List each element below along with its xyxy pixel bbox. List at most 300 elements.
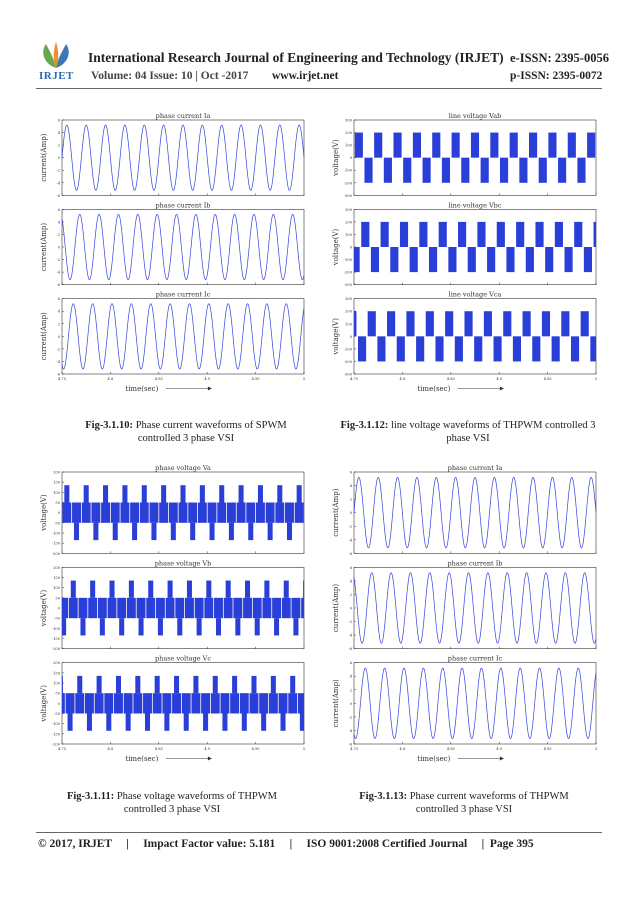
pwm-band xyxy=(384,158,392,183)
pwm-band xyxy=(162,693,171,713)
pwm-band xyxy=(285,503,294,523)
pwm-band xyxy=(130,503,139,523)
pwm-band xyxy=(355,133,363,158)
x-tick-label: 4.8 xyxy=(399,747,406,751)
pwm-band xyxy=(548,133,556,158)
pwm-band xyxy=(133,693,142,713)
pwm-band xyxy=(291,598,300,618)
y-tick-label: -200 xyxy=(343,181,352,186)
pwm-band xyxy=(135,676,140,693)
pwm-band xyxy=(230,693,239,713)
y-tick-label: 0 xyxy=(57,511,60,516)
pwm-band xyxy=(229,523,234,540)
pwm-band xyxy=(213,676,218,693)
website: www.irjet.net xyxy=(272,70,339,82)
y-tick-label: -6 xyxy=(348,551,352,556)
pwm-band xyxy=(66,693,75,713)
pwm-band xyxy=(62,676,63,693)
pwm-band xyxy=(90,581,95,598)
y-tick-label: 100 xyxy=(345,232,352,237)
pwm-band xyxy=(481,158,489,183)
x-tick-label: 4.95 xyxy=(251,747,260,751)
pwm-band xyxy=(293,618,298,635)
y-tick-label: -300 xyxy=(343,193,352,198)
pwm-band xyxy=(248,523,253,540)
pwm-band xyxy=(91,503,100,523)
y-tick-label: -4 xyxy=(348,728,352,733)
y-tick-label: 2 xyxy=(57,232,60,237)
pwm-band xyxy=(274,618,279,635)
pissn: p-ISSN: 2395-0072 xyxy=(510,70,603,82)
pwm-band xyxy=(106,714,111,731)
y-tick-label: 6 xyxy=(57,207,60,212)
pwm-band xyxy=(132,523,137,540)
pwm-band xyxy=(79,598,88,618)
y-tick-label: -6 xyxy=(348,647,352,652)
pwm-band xyxy=(120,503,129,523)
pwm-band xyxy=(114,693,123,713)
irjet-logo xyxy=(36,40,76,74)
pwm-band xyxy=(246,503,255,523)
pwm-band xyxy=(565,247,573,272)
pwm-band xyxy=(197,618,202,635)
pwm-band xyxy=(253,598,262,618)
x-axis-arrowhead xyxy=(500,757,504,761)
pwm-band xyxy=(529,133,537,158)
x-tick-label: 4.9 xyxy=(204,747,211,751)
y-tick-label: 4 xyxy=(349,484,352,489)
pwm-band xyxy=(62,598,68,618)
pwm-band xyxy=(172,693,181,713)
subplot-title: phase current Ia xyxy=(155,112,211,120)
pwm-band xyxy=(200,485,205,502)
pwm-band xyxy=(400,222,408,247)
plot-frame xyxy=(354,567,596,648)
pwm-band xyxy=(377,336,385,361)
subplot-title: phase current Ib xyxy=(155,201,211,210)
x-tick-label: 4.85 xyxy=(446,377,455,381)
pwm-band xyxy=(179,503,188,523)
pwm-band xyxy=(97,676,102,693)
y-axis-label: voltage(V) xyxy=(332,228,340,266)
y-tick-label: -50 xyxy=(54,521,60,526)
pwm-band xyxy=(104,693,113,713)
pwm-band xyxy=(216,618,221,635)
pwm-band xyxy=(220,693,229,713)
y-tick-label: 100 xyxy=(53,490,60,495)
pwm-band xyxy=(423,158,431,183)
pwm-band xyxy=(75,693,84,713)
pwm-band xyxy=(116,676,121,693)
pwm-band xyxy=(185,598,194,618)
pwm-band xyxy=(448,247,456,272)
pwm-band xyxy=(279,693,288,713)
pwm-band xyxy=(435,336,443,361)
caption-label: Fig-3.1.11: xyxy=(66,791,115,802)
pwm-band xyxy=(503,311,511,336)
y-tick-label: 2 xyxy=(349,497,352,502)
pwm-band xyxy=(82,503,91,523)
journal-title: International Research Journal of Engineering and Technology (IRJET) xyxy=(88,50,504,65)
y-tick-label: 50 xyxy=(55,691,60,696)
y-tick-label: 0 xyxy=(57,156,60,161)
y-tick-label: 0 xyxy=(57,606,60,611)
subplot xyxy=(348,464,596,556)
y-tick-label: 0 xyxy=(349,701,352,706)
pwm-band xyxy=(69,598,78,618)
figure-3-1-10 xyxy=(36,106,312,406)
y-tick-label: 2 xyxy=(349,688,352,693)
x-tick-label: 4.8 xyxy=(107,747,114,751)
y-axis-label: current(Amp) xyxy=(332,583,340,633)
pwm-band xyxy=(188,503,197,523)
y-tick-label: -200 xyxy=(51,742,60,747)
pwm-band xyxy=(142,485,147,502)
subplot xyxy=(344,201,596,287)
pwm-band xyxy=(374,133,382,158)
y-axis-label: current(Amp) xyxy=(40,312,48,361)
pwm-band xyxy=(532,336,540,361)
pwm-band xyxy=(159,503,168,523)
pwm-band xyxy=(452,133,460,158)
pwm-band xyxy=(371,247,379,272)
y-tick-label: -4 xyxy=(56,181,60,186)
pwm-band xyxy=(169,503,178,523)
pwm-band xyxy=(140,503,149,523)
y-tick-label: -2 xyxy=(348,524,352,529)
pwm-band xyxy=(98,598,107,618)
y-tick-label: -100 xyxy=(343,347,352,352)
y-tick-label: -6 xyxy=(56,283,60,288)
y-tick-label: -6 xyxy=(56,193,60,198)
y-tick-label: -4 xyxy=(348,633,352,638)
pwm-band xyxy=(416,336,424,361)
y-tick-label: 50 xyxy=(55,596,60,601)
subplot-title: phase voltage Va xyxy=(155,464,211,472)
y-tick-label: 150 xyxy=(53,480,60,485)
pwm-band xyxy=(74,523,79,540)
subplot-title: phase voltage Vc xyxy=(154,654,212,663)
pwm-band xyxy=(87,714,92,731)
figure-3-1-12 xyxy=(328,106,604,406)
subplot xyxy=(52,655,306,751)
pwm-band xyxy=(237,503,246,523)
pwm-band xyxy=(206,581,211,598)
y-tick-label: 0 xyxy=(349,245,352,250)
subplot-title: line voltage Vab xyxy=(448,112,502,120)
pwm-band xyxy=(255,618,260,635)
y-tick-label: 2 xyxy=(57,143,60,148)
pwm-band xyxy=(139,618,144,635)
pwm-band xyxy=(108,598,117,618)
pwm-band xyxy=(364,158,372,183)
pwm-band xyxy=(250,693,259,713)
pwm-band xyxy=(519,158,527,183)
pwm-band xyxy=(361,222,369,247)
pwm-band xyxy=(208,503,217,523)
pwm-band xyxy=(201,693,210,713)
pwm-band xyxy=(406,311,414,336)
pwm-band xyxy=(393,133,401,158)
y-tick-label: 4 xyxy=(57,220,60,225)
x-axis-arrowhead xyxy=(208,757,212,761)
pwm-band xyxy=(174,676,179,693)
volume-issue: Volume: 04 Issue: 10 | Oct -2017 xyxy=(91,70,249,82)
pwm-band xyxy=(497,222,505,247)
pwm-band xyxy=(558,158,566,183)
pwm-band xyxy=(137,598,146,618)
x-tick-label: 5 xyxy=(302,747,306,751)
pwm-band xyxy=(262,598,271,618)
pwm-band xyxy=(143,693,152,713)
pwm-band xyxy=(477,222,485,247)
x-tick-label: 5 xyxy=(594,747,598,751)
pwm-band xyxy=(210,523,215,540)
x-tick-label: 4.75 xyxy=(349,377,359,381)
pwm-band xyxy=(490,133,498,158)
plot-frame xyxy=(354,472,596,553)
plot-frame xyxy=(62,120,304,195)
pwm-band xyxy=(368,311,376,336)
y-tick-label: -200 xyxy=(343,270,352,275)
pwm-band xyxy=(148,581,153,598)
y-tick-label: 200 xyxy=(53,565,60,570)
y-tick-label: -50 xyxy=(54,616,60,621)
footer-iso: ISO 9001:2008 Certified Journal xyxy=(306,838,468,850)
pwm-band xyxy=(513,336,521,361)
chart-svg xyxy=(328,106,604,406)
subplot-title: line voltage Vbc xyxy=(448,201,502,210)
y-tick-label: -4 xyxy=(56,270,60,275)
pwm-band xyxy=(168,581,173,598)
x-tick-label: 4.9 xyxy=(496,377,503,381)
y-tick-label: -100 xyxy=(51,626,60,631)
y-tick-label: -2 xyxy=(56,168,60,173)
caption-label: Fig-3.1.10: xyxy=(85,420,134,431)
pwm-band xyxy=(271,676,276,693)
chart-svg xyxy=(36,106,312,406)
pwm-band xyxy=(161,485,166,502)
pwm-band xyxy=(390,247,398,272)
eissn: e-ISSN: 2395-0056 xyxy=(510,51,609,65)
subplot xyxy=(344,112,596,198)
x-tick-label: 4.75 xyxy=(57,747,67,751)
x-tick-label: 5 xyxy=(302,377,306,381)
y-tick-label: 6 xyxy=(349,661,352,666)
pwm-band xyxy=(281,714,286,731)
y-tick-label: -100 xyxy=(343,168,352,173)
subplot xyxy=(348,559,596,651)
pwm-band xyxy=(124,693,133,713)
pwm-band xyxy=(190,523,195,540)
pwm-band xyxy=(214,598,223,618)
y-tick-label: 0 xyxy=(57,701,60,706)
caption-fig-3-1-12 xyxy=(336,419,600,445)
pwm-band xyxy=(461,158,469,183)
y-tick-label: 100 xyxy=(345,322,352,327)
pwm-band xyxy=(227,503,236,523)
pwm-band xyxy=(555,222,563,247)
pwm-band xyxy=(500,158,508,183)
pwm-band xyxy=(242,714,247,731)
subplot xyxy=(52,464,304,556)
y-tick-label: 4 xyxy=(57,131,60,136)
y-axis-label: current(Amp) xyxy=(332,488,340,537)
subplot-title: phase voltage Vb xyxy=(154,559,212,568)
pwm-band xyxy=(175,598,184,618)
y-axis-label: voltage(V) xyxy=(332,139,340,176)
chart-svg xyxy=(36,458,312,776)
pwm-band xyxy=(510,133,518,158)
x-axis-label: time(sec) xyxy=(125,385,159,393)
footer-impact: Impact Factor value: 5.181 xyxy=(143,838,276,850)
header-rule xyxy=(36,88,602,89)
pwm-band xyxy=(195,598,204,618)
pwm-band xyxy=(113,523,118,540)
y-tick-label: 6 xyxy=(349,565,352,570)
y-axis-label: voltage(V) xyxy=(40,494,48,531)
y-tick-label: -2 xyxy=(348,715,352,720)
footer: © 2017, IRJET | Impact Factor value: 5.181 | ISO 9001:2008 Certified Journal | Page 395 xyxy=(38,838,534,850)
x-tick-label: 4.75 xyxy=(57,377,67,381)
x-tick-label: 4.8 xyxy=(399,377,406,381)
y-tick-label: -4 xyxy=(56,359,60,364)
subplot-title: phase current Ic xyxy=(155,290,211,299)
pwm-band xyxy=(95,693,104,713)
pwm-band xyxy=(298,693,304,713)
plot-frame xyxy=(354,663,596,744)
pwm-band xyxy=(571,336,579,361)
y-tick-label: 150 xyxy=(53,576,60,580)
pwm-band xyxy=(432,133,440,158)
pwm-band xyxy=(290,676,295,693)
pwm-band xyxy=(568,133,576,158)
pwm-band xyxy=(258,485,263,502)
caption-text: Phase current waveforms of THPWM controlled 3 phase VSI xyxy=(407,791,569,815)
pwm-band xyxy=(266,503,275,523)
x-tick-label: 4.95 xyxy=(251,377,260,381)
pwm-band xyxy=(77,676,82,693)
y-tick-label: 100 xyxy=(53,681,60,686)
y-tick-label: 0 xyxy=(349,511,352,516)
caption-fig-3-1-13 xyxy=(344,790,584,816)
x-tick-label: 4.85 xyxy=(154,747,163,751)
pwm-band xyxy=(584,247,592,272)
pwm-band xyxy=(464,311,472,336)
pwm-band xyxy=(413,133,421,158)
y-tick-label: 200 xyxy=(345,309,352,314)
pwm-band xyxy=(62,503,71,523)
pwm-band xyxy=(256,503,265,523)
figure-3-1-13 xyxy=(328,458,604,776)
pwm-band xyxy=(180,485,185,502)
caption-text: Phase current waveforms of SPWM controlled 3 phase VSI xyxy=(133,420,287,444)
pwm-band xyxy=(184,714,189,731)
footer-copyright: © 2017, IRJET xyxy=(38,838,112,850)
pwm-band xyxy=(117,598,126,618)
pwm-band xyxy=(261,714,266,731)
pwm-band xyxy=(419,222,427,247)
pwm-band xyxy=(85,693,94,713)
x-tick-label: 4.9 xyxy=(496,747,503,751)
pwm-band xyxy=(93,523,98,540)
pwm-band xyxy=(126,714,131,731)
pwm-band xyxy=(397,336,405,361)
pwm-band xyxy=(145,714,150,731)
pwm-band xyxy=(203,714,208,731)
y-tick-label: -150 xyxy=(51,541,60,546)
y-axis-label: current(Amp) xyxy=(40,133,48,182)
pwm-band xyxy=(523,311,531,336)
pwm-band xyxy=(156,598,165,618)
y-tick-label: 200 xyxy=(345,220,352,225)
y-tick-label: -2 xyxy=(348,620,352,625)
pwm-band xyxy=(109,581,114,598)
pwm-band xyxy=(526,247,534,272)
y-tick-label: 0 xyxy=(349,606,352,611)
y-tick-label: -6 xyxy=(56,372,60,377)
pwm-band xyxy=(232,676,237,693)
x-tick-label: 5 xyxy=(594,377,598,381)
subplot-title: phase current Ib xyxy=(447,559,503,568)
x-axis-label: time(sec) xyxy=(417,755,451,763)
y-tick-label: 6 xyxy=(57,297,60,302)
pwm-band xyxy=(426,311,434,336)
pwm-band xyxy=(122,485,127,502)
pwm-band xyxy=(552,336,560,361)
y-tick-label: -2 xyxy=(56,347,60,352)
pwm-band xyxy=(62,618,66,635)
pwm-band xyxy=(439,222,447,247)
subplot xyxy=(56,201,304,287)
pwm-band xyxy=(127,598,136,618)
y-tick-label: -300 xyxy=(343,283,352,288)
pwm-band xyxy=(198,503,207,523)
x-tick-label: 4.9 xyxy=(204,377,211,381)
x-tick-label: 4.85 xyxy=(446,747,455,751)
pwm-band xyxy=(259,693,268,713)
y-tick-label: 2 xyxy=(57,322,60,327)
subplot-title: line voltage Vca xyxy=(448,290,502,299)
pwm-band xyxy=(239,485,244,502)
pwm-band xyxy=(301,598,304,618)
y-tick-label: -100 xyxy=(343,258,352,263)
pwm-band xyxy=(590,336,596,361)
pwm-band xyxy=(277,485,282,502)
pwm-band xyxy=(84,485,89,502)
logo-text: IRJET xyxy=(39,70,74,82)
pwm-band xyxy=(403,158,411,183)
pwm-band xyxy=(182,693,191,713)
pwm-band xyxy=(474,336,482,361)
pwm-band xyxy=(164,714,169,731)
y-axis-label: current(Amp) xyxy=(40,222,48,272)
pwm-band xyxy=(72,503,81,523)
plot-frame xyxy=(62,299,304,374)
pwm-band xyxy=(219,485,224,502)
pwm-band xyxy=(211,693,220,713)
pwm-band xyxy=(287,523,292,540)
pwm-band xyxy=(284,581,289,598)
pwm-band xyxy=(268,523,273,540)
pwm-band xyxy=(146,598,155,618)
caption-fig-3-1-11 xyxy=(56,790,288,816)
y-tick-label: 0 xyxy=(349,156,352,161)
y-tick-label: -100 xyxy=(51,531,60,536)
pwm-band xyxy=(187,581,192,598)
y-tick-label: 200 xyxy=(53,661,60,666)
y-axis-label: current(Amp) xyxy=(332,679,340,728)
